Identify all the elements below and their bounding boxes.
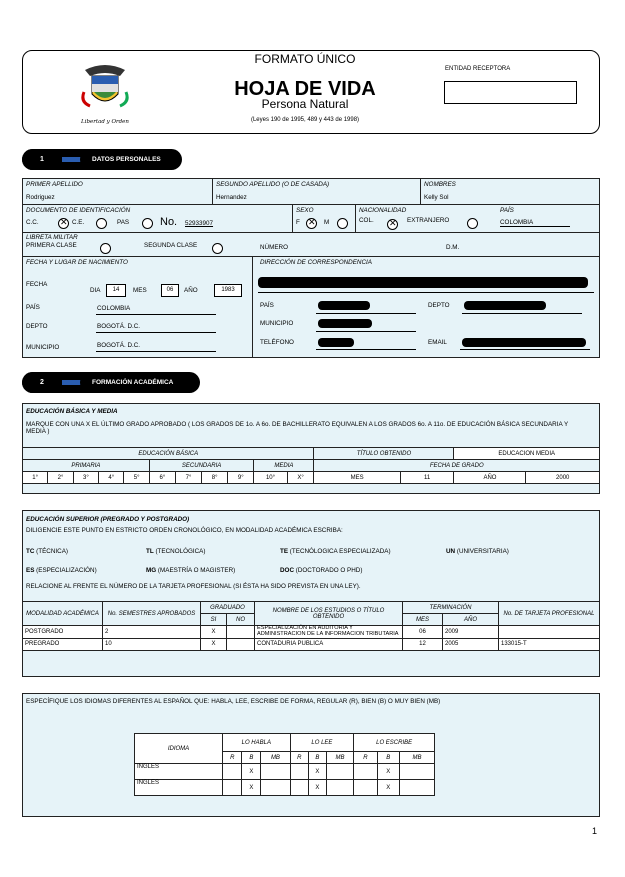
modality-cell[interactable]: PREGRADO — [23, 638, 103, 650]
yes-cell[interactable]: X — [201, 626, 227, 639]
code-mg — [146, 567, 235, 574]
rating-cell[interactable] — [354, 764, 377, 780]
code-desc: (TECNÓLOGICA ESPECIALIZADA) — [289, 548, 391, 555]
year-cell[interactable]: 2009 — [443, 626, 499, 639]
format-label: FORMATO ÚNICO — [254, 52, 356, 66]
underline — [96, 314, 216, 315]
rating-cell[interactable] — [290, 764, 308, 780]
month-cell[interactable]: 06 — [403, 626, 443, 639]
pas-radio[interactable] — [142, 218, 153, 229]
table-row — [135, 780, 435, 796]
sex-m-radio[interactable] — [337, 218, 348, 229]
primary-label: PRIMARIA — [23, 460, 150, 472]
year-label: AÑO — [184, 287, 198, 294]
rating-cell[interactable] — [261, 764, 290, 780]
code: TL — [146, 548, 154, 555]
code: MG — [146, 567, 157, 574]
first-class-label: PRIMERA CLASE — [26, 242, 77, 249]
graduation-date-label: FECHA DE GRADO — [314, 460, 600, 472]
birth-dept-label: DEPTO — [26, 323, 48, 330]
id-number-value[interactable]: 52933907 — [185, 220, 214, 227]
redacted-city — [318, 319, 372, 328]
sex-f-label: F — [296, 219, 300, 226]
modality-header: MODALIDAD ACADÉMICA — [23, 602, 103, 626]
address-label: DIRECCIÓN DE CORRESPONDENCIA — [260, 259, 372, 266]
connector — [62, 380, 82, 385]
rating-cell[interactable] — [326, 764, 354, 780]
code-desc: (TÉCNICA) — [36, 548, 68, 555]
very-good-header: MB — [399, 752, 434, 764]
redacted-address — [258, 277, 588, 288]
very-good-header: MB — [326, 752, 354, 764]
code-es — [26, 567, 97, 574]
birth-city-value[interactable]: BOGOTÁ. D.C. — [97, 342, 141, 349]
rating-cell[interactable] — [261, 780, 290, 796]
second-surname-value[interactable]: Hernandez — [216, 194, 247, 201]
grade-cell-marked[interactable]: X° — [287, 472, 314, 484]
table-row — [23, 638, 600, 650]
grade-cell[interactable]: 8° — [202, 472, 228, 484]
dm-label: D.M. — [446, 244, 460, 251]
month-field[interactable]: 06 — [161, 284, 179, 297]
secondary-label: SECUNDARIA — [149, 460, 254, 472]
address-city-label: MUNICIPIO — [260, 320, 294, 327]
rating-cell[interactable]: X — [308, 764, 326, 780]
section-title: FORMACIÓN ACADÉMICA — [80, 372, 185, 393]
divider — [292, 204, 293, 232]
modality-cell[interactable]: POSTGRADO — [23, 626, 103, 639]
higher-education-panel — [22, 510, 600, 677]
regular-header: R — [223, 752, 242, 764]
cc-radio[interactable] — [58, 218, 69, 229]
rating-cell[interactable]: X — [308, 780, 326, 796]
nationality-col-radio[interactable] — [387, 219, 398, 230]
good-header: B — [242, 752, 261, 764]
card-cell[interactable] — [499, 626, 600, 639]
grade-cell[interactable]: 5° — [124, 472, 149, 484]
code: TE — [280, 548, 289, 555]
semesters-header: No. SEMESTRES APROBADOS — [103, 602, 201, 626]
grade-cell[interactable]: 3° — [73, 472, 98, 484]
languages-instruction: ESPECÍFIQUE LOS IDIOMAS DIFERENTES AL ESPAÑOL QUE: HABLA, LEE, ESCRIBE DE FORMA, REGULAR (R), BIEN (B) O MUY BIEN (MB) — [26, 698, 441, 705]
code-desc: (MAESTRÍA O MAGISTER) — [157, 567, 236, 574]
grade-cell[interactable]: 4° — [99, 472, 124, 484]
nationality-foreign-label: EXTRANJERO — [407, 217, 450, 224]
first-class-radio[interactable] — [100, 243, 111, 254]
law-reference: (Leyes 190 de 1995, 489 y 443 de 1998) — [250, 117, 360, 123]
underline — [462, 313, 582, 314]
month-label: MES — [133, 287, 147, 294]
higher-education-table — [22, 601, 600, 651]
connector — [62, 157, 82, 162]
year-value[interactable]: 2000 — [526, 472, 600, 484]
section-2-header — [22, 372, 200, 393]
grade-cell[interactable]: 10° — [254, 472, 287, 484]
divider — [22, 256, 600, 257]
birth-label: FECHA Y LUGAR DE NACIMIENTO — [26, 259, 128, 266]
study-name-header: NOMBRE DE LOS ESTUDIOS O TÍTULO OBTENIDO — [255, 602, 403, 626]
sex-f-radio[interactable] — [306, 218, 317, 229]
grade-cell[interactable]: 6° — [149, 472, 175, 484]
divider — [252, 256, 253, 358]
no-header: NO — [227, 614, 255, 626]
rating-cell[interactable] — [326, 780, 354, 796]
media-label: MEDIA — [254, 460, 314, 472]
code-un — [446, 548, 509, 555]
id-number-label: No. — [160, 216, 178, 228]
graduated-header: GRADUADO — [201, 602, 255, 614]
good-header: B — [377, 752, 399, 764]
grade-cell[interactable]: 2° — [48, 472, 73, 484]
date-label: FECHA — [26, 281, 48, 288]
redacted-phone — [318, 338, 354, 347]
rating-cell[interactable] — [223, 780, 242, 796]
rating-cell[interactable]: X — [242, 780, 261, 796]
address-country-label: PAÍS — [260, 302, 274, 309]
code-desc: (TECNOLÓGICA) — [155, 548, 206, 555]
birth-country-label: PAÍS — [26, 304, 40, 311]
languages-table — [134, 733, 435, 796]
month-cell[interactable]: 12 — [403, 638, 443, 650]
rating-cell[interactable]: X — [377, 764, 399, 780]
rating-cell[interactable] — [399, 780, 434, 796]
writes-header: LO ESCRIBE — [354, 734, 435, 752]
language-header: IDIOMA — [135, 734, 223, 764]
underline — [316, 349, 416, 350]
rating-cell[interactable] — [223, 764, 242, 780]
divider — [355, 204, 356, 232]
semesters-cell[interactable]: 2 — [103, 626, 201, 639]
code-tl — [146, 548, 205, 555]
month-header: MES — [403, 614, 443, 626]
code-desc: (UNIVERSITARIA) — [456, 548, 509, 555]
study-name-cell[interactable]: ESPECIALIZACIÓN EN AUDITORIA Y ADMINISTRACION DE LA INFORMACION TRIBUTARIA — [255, 626, 403, 639]
table-row — [135, 764, 435, 780]
redacted-dept — [464, 301, 546, 310]
semesters-cell[interactable]: 10 — [103, 638, 201, 650]
regular-header: R — [354, 752, 377, 764]
basic-education-instruction: MARQUE CON UNA X EL ÚLTIMO GRADO APROBADO ( LOS GRADOS DE 1o. A 6o. DE BACHILLERATO EQUIVALEN A LOS GRADOS 6o. A 11o. DE EDUCACIÓN BÁSICA SECUNDARIA Y MEDIA ) — [26, 421, 569, 436]
rating-cell[interactable] — [354, 780, 377, 796]
divider — [22, 204, 600, 205]
grade-cell[interactable]: 1° — [23, 472, 48, 484]
ce-label: C.E. — [72, 219, 85, 226]
basic-education-title: EDUCACIÓN BÁSICA Y MEDIA — [26, 408, 118, 415]
speaks-header: LO HABLA — [223, 734, 291, 752]
code: TC — [26, 548, 35, 555]
cc-label: C.C. — [26, 219, 39, 226]
basic-education-table — [22, 447, 600, 484]
code-te — [280, 548, 391, 555]
email-label: EMAIL — [428, 339, 447, 346]
language-cell[interactable]: INGLES — [135, 780, 223, 796]
logo-motto: Libertad y Orden — [81, 119, 129, 125]
military-card-label: LIBRETA MILITAR — [26, 234, 78, 241]
underline — [460, 349, 590, 350]
divider — [420, 178, 421, 204]
phone-label: TELÉFONO — [260, 339, 294, 346]
month-label: MES — [314, 472, 400, 484]
nationality-col-label: COL. — [359, 217, 374, 224]
yes-cell[interactable]: X — [201, 638, 227, 650]
code-doc — [280, 567, 362, 574]
year-cell[interactable]: 2005 — [443, 638, 499, 650]
table-row — [23, 626, 600, 639]
good-header: B — [308, 752, 326, 764]
names-label: NOMBRES — [424, 181, 456, 188]
regular-header: R — [290, 752, 308, 764]
nationality-foreign-radio[interactable] — [467, 218, 478, 229]
title-obtained-label: TÍTULO OBTENIDO — [314, 448, 454, 460]
higher-education-title: EDUCACIÓN SUPERIOR (PREGRADO Y POSTGRADO) — [26, 516, 190, 523]
underline — [258, 292, 594, 293]
year-label: AÑO — [454, 472, 526, 484]
birth-city-label: MUNICIPIO — [26, 344, 60, 351]
second-surname-label: SEGUNDO APELLIDO (O DE CASADA) — [216, 181, 330, 188]
yes-header: SI — [201, 614, 227, 626]
title-obtained-value[interactable]: EDUCACION MEDIA — [454, 448, 600, 460]
card-cell[interactable]: 133015-T — [499, 638, 600, 650]
id-document-label: DOCUMENTO DE IDENTIFICACIÓN — [26, 207, 131, 214]
birth-dept-value[interactable]: BOGOTÁ. D.C. — [97, 323, 141, 330]
receiving-entity-label: ENTIDAD RECEPTORA — [445, 66, 511, 72]
second-class-radio[interactable] — [212, 243, 223, 254]
page-number: 1 — [592, 826, 598, 836]
first-surname-label: PRIMER APELLIDO — [26, 181, 83, 188]
code-desc: (ESPECIALIZACIÓN) — [36, 567, 97, 574]
second-class-label: SEGUNDA CLASE — [144, 242, 198, 249]
section-title: DATOS PERSONALES — [80, 149, 173, 170]
nationality-label: NACIONALIDAD — [359, 207, 407, 214]
section-number: 1 — [22, 149, 62, 170]
code: ES — [26, 567, 35, 574]
code: UN — [446, 548, 456, 555]
higher-education-instruction: DILIGENCIE ESTE PUNTO EN ESTRICTO ORDEN CRONOLÓGICO, EN MODALIDAD ACADÉMICA ESCRIBA: — [26, 527, 343, 534]
redacted-email — [462, 338, 586, 347]
code: DOC — [280, 567, 294, 574]
underline — [316, 313, 416, 314]
birth-country-value[interactable]: COLOMBIA — [97, 305, 131, 312]
professional-card-header: No. DE TARJETA PROFESIONAL — [499, 602, 600, 626]
basic-education-label: EDUCACIÓN BÁSICA — [23, 448, 314, 460]
form-title: HOJA DE VIDA — [234, 78, 376, 100]
first-surname-value[interactable]: Rodriguez — [26, 194, 55, 201]
reads-header: LO LEE — [290, 734, 354, 752]
grade-cell[interactable]: 7° — [175, 472, 201, 484]
rating-cell[interactable]: X — [242, 764, 261, 780]
month-value[interactable]: 11 — [400, 472, 454, 484]
form-subtitle: Persona Natural — [261, 97, 349, 111]
military-number-label: NÚMERO — [260, 244, 288, 251]
country-label: PAÍS — [500, 207, 514, 214]
names-value[interactable]: Kelly Sol — [424, 194, 449, 201]
ce-radio[interactable] — [96, 218, 107, 229]
rating-cell[interactable] — [399, 764, 434, 780]
divider — [212, 178, 213, 204]
receiving-entity-field[interactable] — [444, 81, 577, 104]
year-header: AÑO — [443, 614, 499, 626]
coat-of-arms-logo — [80, 62, 130, 125]
rating-cell[interactable] — [290, 780, 308, 796]
underline — [96, 332, 216, 333]
rating-cell[interactable]: X — [377, 780, 399, 796]
day-field[interactable]: 14 — [106, 284, 126, 297]
year-field[interactable]: 1983 — [214, 284, 242, 297]
country-value[interactable]: COLOMBIA — [500, 219, 570, 227]
sex-label: SEXO — [296, 207, 314, 214]
divider — [22, 232, 600, 233]
underline — [316, 331, 416, 332]
section-number: 2 — [22, 372, 62, 393]
code-desc: (DOCTORADO O PHD) — [295, 567, 363, 574]
redacted-country — [318, 301, 370, 310]
underline — [96, 351, 216, 352]
no-cell[interactable] — [227, 638, 255, 650]
sex-m-label: M — [324, 219, 330, 226]
professional-card-instruction: RELACIONE AL FRENTE EL NÚMERO DE LA TARJETA PROFESIONAL (SI ÉSTA HA SIDO PREVISTA EN UNA LEY). — [26, 583, 361, 590]
day-label: DIA — [90, 287, 101, 294]
address-dept-label: DEPTO — [428, 302, 450, 309]
completion-header: TERMINACIÓN — [403, 602, 499, 614]
no-cell[interactable] — [227, 626, 255, 639]
section-1-header — [22, 149, 182, 170]
grade-cell[interactable]: 9° — [228, 472, 254, 484]
pas-label: PAS — [117, 219, 130, 226]
language-cell[interactable]: INGLES — [135, 764, 223, 780]
code-tc — [26, 548, 68, 555]
study-name-cell[interactable]: CONTADURIA PUBLICA — [255, 638, 403, 650]
personal-data-panel — [22, 178, 600, 358]
very-good-header: MB — [261, 752, 290, 764]
